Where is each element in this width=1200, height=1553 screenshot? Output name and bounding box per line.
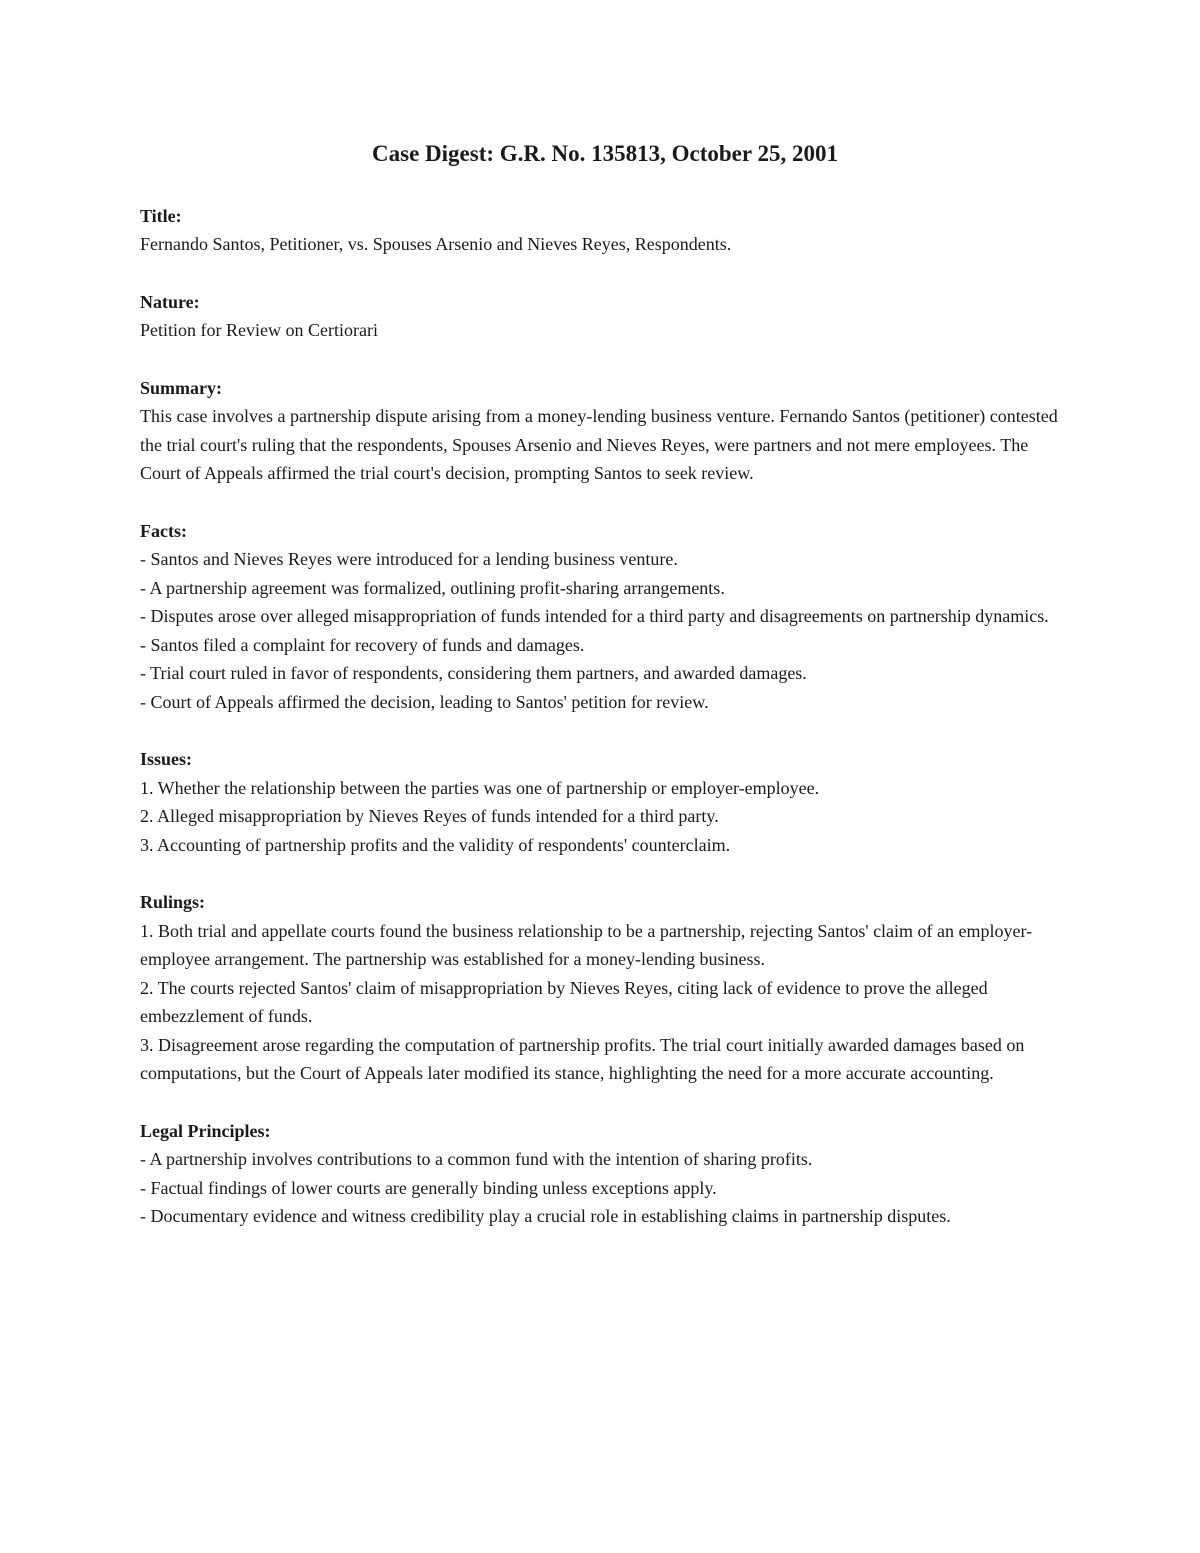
section-nature xyxy=(140,288,1070,345)
section-issues xyxy=(140,745,1070,859)
section-body xyxy=(140,774,1070,860)
list-item: 2. The courts rejected Santos' claim of misappropriation by Nieves Reyes, citing lack of evidence to prove the alleged embezzlement of funds. xyxy=(140,977,988,1027)
document-page xyxy=(140,140,1070,1260)
section-summary xyxy=(140,374,1070,488)
section-heading: Summary: xyxy=(140,377,222,398)
section-rulings xyxy=(140,888,1070,1088)
section-body xyxy=(140,917,1070,1088)
paragraph: Petition for Review on Certiorari xyxy=(140,320,378,341)
paragraph: This case involves a partnership dispute arising from a money-lending business venture. Fernando Santos (petitioner) contested the trial court's ruling that the respondents, Spouses Arsenio and Nieves Reyes, were partners and not mere employees. The Court of Appeals affirmed the trial court's decision, prompting Santos to seek review. xyxy=(140,406,1058,484)
section-heading: Facts: xyxy=(140,520,187,541)
section-body xyxy=(140,402,1070,488)
section-body xyxy=(140,545,1070,716)
list-item: - Documentary evidence and witness credibility play a crucial role in establishing claims in partnership disputes. xyxy=(140,1206,951,1227)
section-legal-principles xyxy=(140,1117,1070,1231)
section-heading: Title: xyxy=(140,205,182,226)
section-body xyxy=(140,230,1070,259)
section-heading: Rulings: xyxy=(140,892,206,913)
section-body xyxy=(140,1145,1070,1231)
list-item: 3. Accounting of partnership profits and the validity of respondents' counterclaim. xyxy=(140,834,731,855)
section-title xyxy=(140,202,1070,259)
paragraph: Fernando Santos, Petitioner, vs. Spouses Arsenio and Nieves Reyes, Respondents. xyxy=(140,234,732,255)
section-body xyxy=(140,316,1070,345)
list-item: - Court of Appeals affirmed the decision, leading to Santos' petition for review. xyxy=(140,691,709,712)
list-item: - Santos and Nieves Reyes were introduced for a lending business venture. xyxy=(140,549,678,570)
list-item: - Trial court ruled in favor of respondents, considering them partners, and awarded damages. xyxy=(140,663,807,684)
section-facts xyxy=(140,517,1070,717)
section-heading: Legal Principles: xyxy=(140,1120,271,1141)
section-heading: Issues: xyxy=(140,749,193,770)
document-title: Case Digest: G.R. No. 135813, October 25, 2001 xyxy=(372,141,838,166)
list-item: 1. Whether the relationship between the parties was one of partnership or employer-employee. xyxy=(140,777,820,798)
list-item: - A partnership agreement was formalized, outlining profit-sharing arrangements. xyxy=(140,577,725,598)
list-item: - Disputes arose over alleged misappropriation of funds intended for a third party and disagreements on partnership dynamics. xyxy=(140,606,1049,627)
list-item: 3. Disagreement arose regarding the computation of partnership profits. The trial court initially awarded damages based on computations, but the Court of Appeals later modified its stance, highlighting the need for a more accurate accounting. xyxy=(140,1034,1025,1084)
section-heading: Nature: xyxy=(140,291,200,312)
list-item: 1. Both trial and appellate courts found the business relationship to be a partnership, rejecting Santos' claim of an employer-employee arrangement. The partnership was established for a money-lending business. xyxy=(140,920,1033,970)
list-item: - Santos filed a complaint for recovery of funds and damages. xyxy=(140,634,585,655)
list-item: 2. Alleged misappropriation by Nieves Reyes of funds intended for a third party. xyxy=(140,806,719,827)
list-item: - Factual findings of lower courts are generally binding unless exceptions apply. xyxy=(140,1177,717,1198)
list-item: - A partnership involves contributions to a common fund with the intention of sharing profits. xyxy=(140,1149,813,1170)
